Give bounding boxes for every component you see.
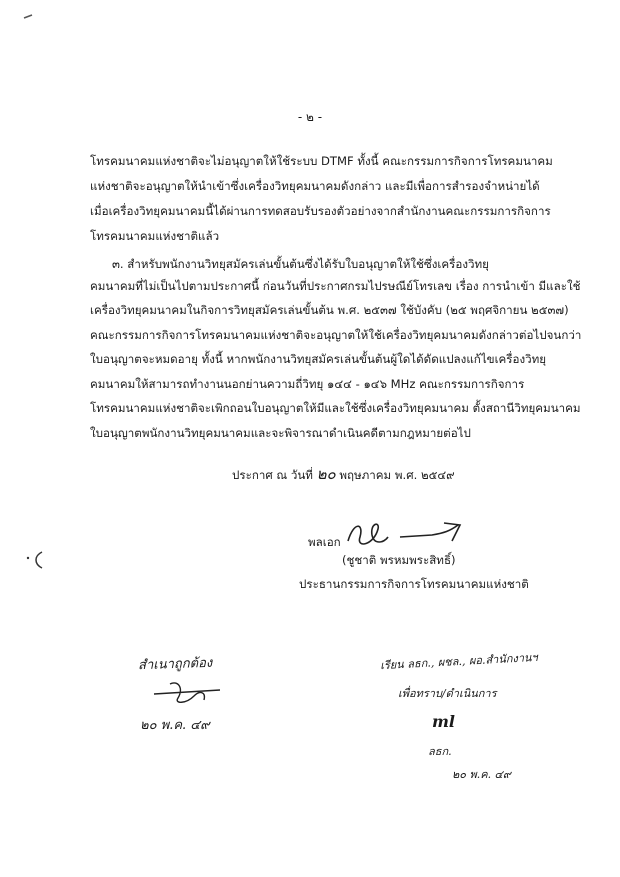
signature-scribble <box>340 515 470 553</box>
certified-date: ๒๐ พ.ค. ๔๙ <box>140 718 210 733</box>
page-number: - ๒ - <box>297 110 323 124</box>
routing-date: ๒๐ พ.ค. ๔๙ <box>452 768 511 781</box>
signature-rank: พลเอก <box>308 535 341 549</box>
body-line: คมนาคมให้สามารถทำงานนอกย่านความถี่วิทยุ ๑๔๔ - ๑๔๖ MHz คณะกรรมการกิจการ <box>90 377 525 391</box>
body-line: เครื่องวิทยุคมนาคมในกิจการวิทยุสมัครเล่นขั้นต้น พ.ศ. ๒๕๓๗ ใช้บังคับ (๒๕ พฤศจิกายน ๒๕๓๗) <box>90 303 569 317</box>
signature-title: ประธานกรรมการกิจการโทรคมนาคมแห่งชาติ <box>299 577 529 591</box>
body-line: คณะกรรมการกิจการโทรคมนาคมแห่งชาติจะอนุญาตให้ใช้เครื่องวิทยุคมนาคมดังกล่าวต่อไปจนกว่า <box>90 328 582 342</box>
body-line: แห่งชาติจะอนุญาตให้นำเข้าซึ่งเครื่องวิทยุคมนาคมดังกล่าว และมีเพื่อการสำรองจำหน่ายได้ <box>90 179 540 193</box>
certifier-signature <box>150 678 230 708</box>
scan-mark <box>22 12 36 22</box>
routing-note-line2: เพื่อทราบ/ดำเนินการ <box>398 687 497 700</box>
body-line: ใบอนุญาตจะหมดอายุ ทั้งนี้ หากพนักงานวิทยุสมัครเล่นขั้นต้นผู้ใดได้ดัดแปลงแก้ไขเครื่องวิทยุ <box>90 352 547 366</box>
body-line: โทรคมนาคมแห่งชาติจะไม่อนุญาตให้ใช้ระบบ DTMF ทั้งนี้ คณะกรรมการกิจการโทรคมนาคม <box>90 154 553 168</box>
routing-initials: ml <box>432 712 456 731</box>
signature-name: (ชูชาติ พรหมพระสิทธิ์) <box>342 553 456 567</box>
announce-suffix: พฤษภาคม พ.ศ. ๒๕๔๙ <box>339 468 455 482</box>
routing-note-line4: ลธก. <box>428 745 452 758</box>
body-line: คมนาคมที่ไม่เป็นไปตามประกาศนี้ ก่อนวันที่ประกาศกรมไปรษณีย์โทรเลข เรื่อง การนำเข้า มีและใช้ <box>90 279 581 293</box>
body-line: ใบอนุญาตพนักงานวิทยุคมนาคมและจะพิจารณาดำเนินคดีตามกฎหมายต่อไป <box>90 426 471 440</box>
scan-mark <box>20 548 50 572</box>
body-line: ๓. สำหรับพนักงานวิทยุสมัครเล่นขั้นต้นซึ่งได้รับใบอนุญาตให้ใช้ซึ่งเครื่องวิทยุ <box>112 257 489 271</box>
routing-note-line1: เรียน ลธก., ผชล., ผอ.สำนักงานฯ <box>379 650 539 673</box>
body-line: โทรคมนาคมแห่งชาติจะเพิกถอนใบอนุญาตให้มีและใช้ซึ่งเครื่องวิทยุคมนาคม ตั้งสถานีวิทยุคมนาคม <box>90 401 581 415</box>
announce-date <box>232 462 455 486</box>
announce-day: ๒๐ <box>316 465 336 483</box>
body-line: เมื่อเครื่องวิทยุคมนาคมนี้ได้ผ่านการทดสอบรับรองตัวอย่างจากสำนักงานคณะกรรมการกิจการ <box>90 204 551 218</box>
body-line: โทรคมนาคมแห่งชาติแล้ว <box>90 229 220 243</box>
certified-copy-note: สำเนาถูกต้อง <box>137 655 213 674</box>
announce-prefix: ประกาศ ณ วันที่ <box>232 468 313 482</box>
